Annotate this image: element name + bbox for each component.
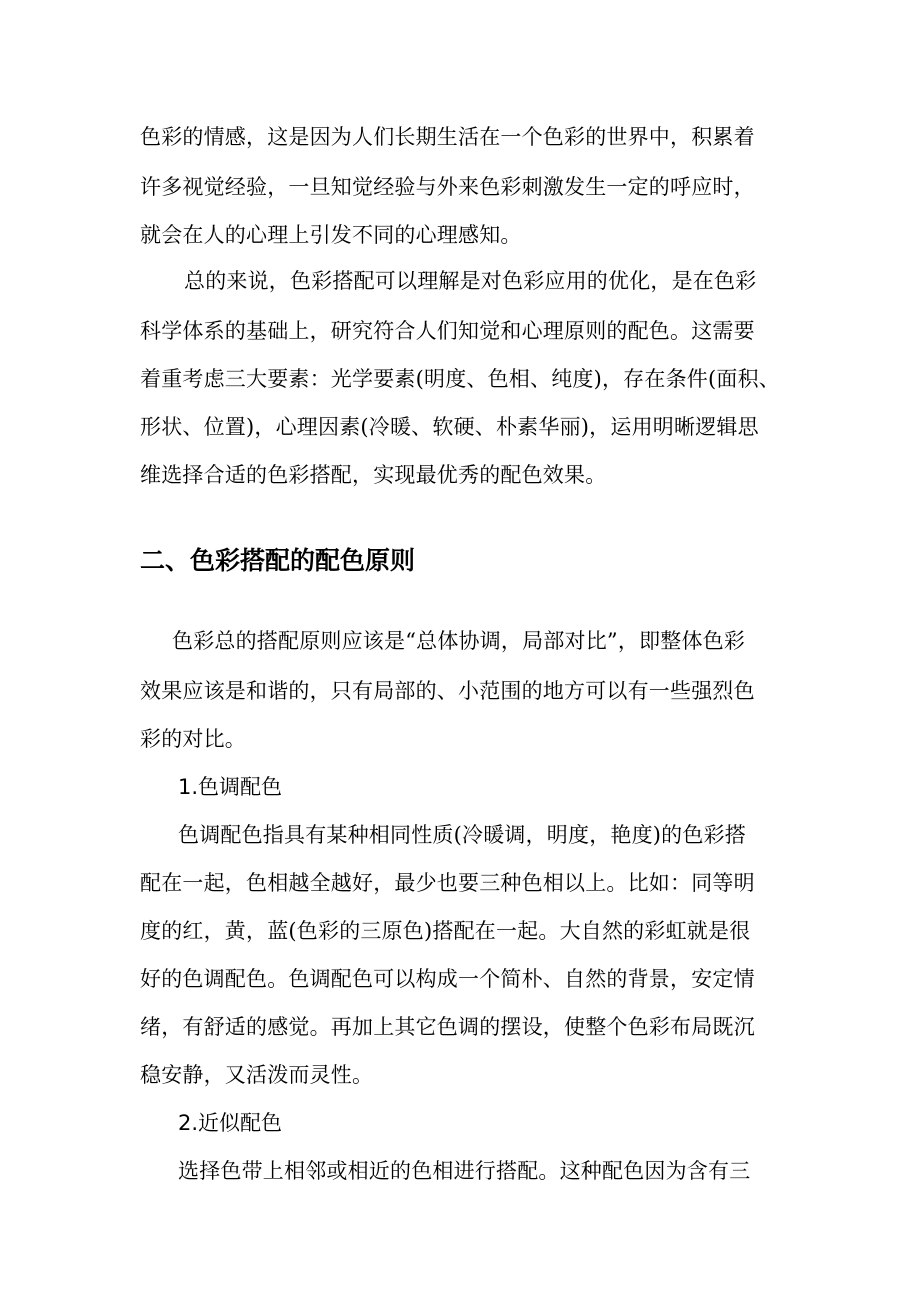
paragraph-1-line-1: 色彩的情感，这是因为人们长期生活在一个色彩的世界中，积累着	[140, 125, 755, 149]
paragraph-2-line-2: 科学体系的基础上，研究符合人们知觉和心理原则的配色。这需要	[140, 319, 755, 343]
paragraph-3-line-1: 色彩总的搭配原则应该是“总体协调，局部对比”，即整体色彩	[172, 629, 746, 653]
paragraph-3-line-3: 彩的对比。	[140, 727, 246, 751]
paragraph-4-line-3: 度的红，黄，蓝(色彩的三原色)搭配在一起。大自然的彩虹就是很	[140, 919, 751, 943]
section-heading: 二、色彩搭配的配色原则	[140, 546, 416, 575]
paragraph-1-line-3: 就会在人的心理上引发不同的心理感知。	[140, 223, 522, 247]
paragraph-2-line-1: 总的来说，色彩搭配可以理解是对色彩应用的优化，是在色彩	[184, 269, 757, 293]
paragraph-1-line-2: 许多视觉经验，一旦知觉经验与外来色彩刺激发生一定的呼应时，	[140, 175, 755, 199]
paragraph-4-line-6: 稳安静，又活泼而灵性。	[140, 1063, 374, 1087]
paragraph-2-line-5: 维选择合适的色彩搭配，实现最优秀的配色效果。	[140, 463, 607, 487]
paragraph-2-line-3: 着重考虑三大要素：光学要素(明度、色相、纯度)，存在条件(面积、	[140, 367, 780, 391]
subheading-analogous-matching: 2.近似配色	[178, 1111, 283, 1135]
paragraph-4-line-2: 配在一起，色相越全越好，最少也要三种色相以上。比如：同等明	[140, 871, 755, 895]
paragraph-4-line-4: 好的色调配色。色调配色可以构成一个简朴、自然的背景，安定情	[140, 967, 755, 991]
subheading-tone-matching: 1.色调配色	[178, 775, 283, 799]
paragraph-4-line-5: 绪，有舒适的感觉。再加上其它色调的摆设，使整个色彩布局既沉	[140, 1015, 755, 1039]
paragraph-5-line-1: 选择色带上相邻或相近的色相进行搭配。这种配色因为含有三	[178, 1159, 751, 1183]
paragraph-4-line-1: 色调配色指具有某种相同性质(冷暖调，明度，艳度)的色彩搭	[178, 823, 746, 847]
paragraph-3-line-2: 效果应该是和谐的，只有局部的、小范围的地方可以有一些强烈色	[140, 679, 755, 703]
paragraph-2-line-4: 形状、位置)，心理因素(冷暖、软硬、朴素华丽)，运用明晰逻辑思	[140, 415, 759, 439]
